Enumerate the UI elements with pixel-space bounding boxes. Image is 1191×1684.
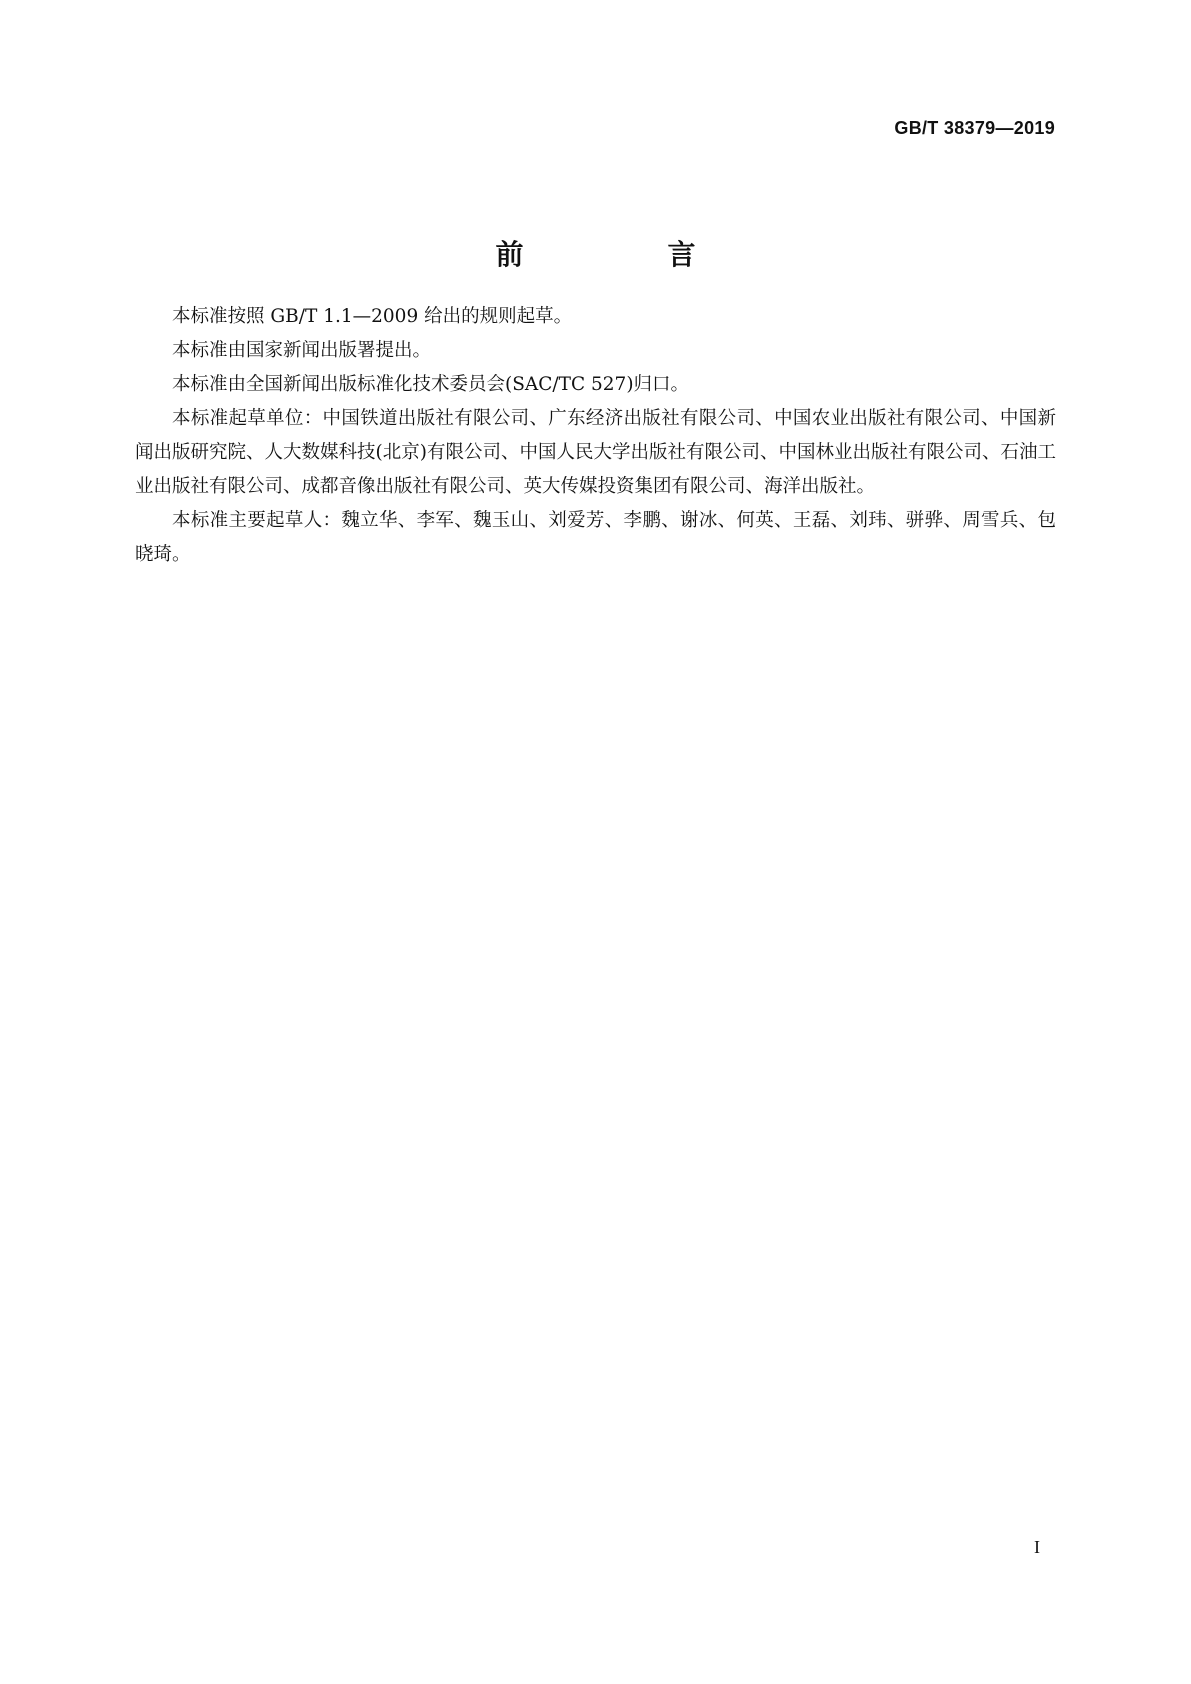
- paragraph-proposer: 本标准由国家新闻出版署提出。: [172, 340, 432, 361]
- paragraph-drafting-rules: 本标准按照 GB/T 1.1—2009 给出的规则起草。: [172, 306, 573, 327]
- page-number: I: [1034, 1537, 1040, 1557]
- paragraph-drafters: 本标准主要起草人：魏立华、李军、魏玉山、刘爱芳、李鹏、谢冰、何英、王磊、刘玮、骈骅、周雪兵、包晓琦。: [135, 510, 1056, 565]
- paragraph-drafting-units: 本标准起草单位：中国铁道出版社有限公司、广东经济出版社有限公司、中国农业出版社有限公司、中国新闻出版研究院、人大数媒科技(北京)有限公司、中国人民大学出版社有限公司、中国林业出版社有限公司、石油工业出版社有限公司、成都音像出版社有限公司、英大传媒投资集团有限公司、海洋出版社。: [135, 408, 1056, 497]
- paragraph-administrator: 本标准由全国新闻出版标准化技术委员会(SAC/TC 527)归口。: [172, 374, 690, 395]
- page-title: 前 言: [495, 237, 754, 271]
- document-body: [135, 300, 1056, 572]
- standard-code: GB/T 38379—2019: [894, 118, 1055, 138]
